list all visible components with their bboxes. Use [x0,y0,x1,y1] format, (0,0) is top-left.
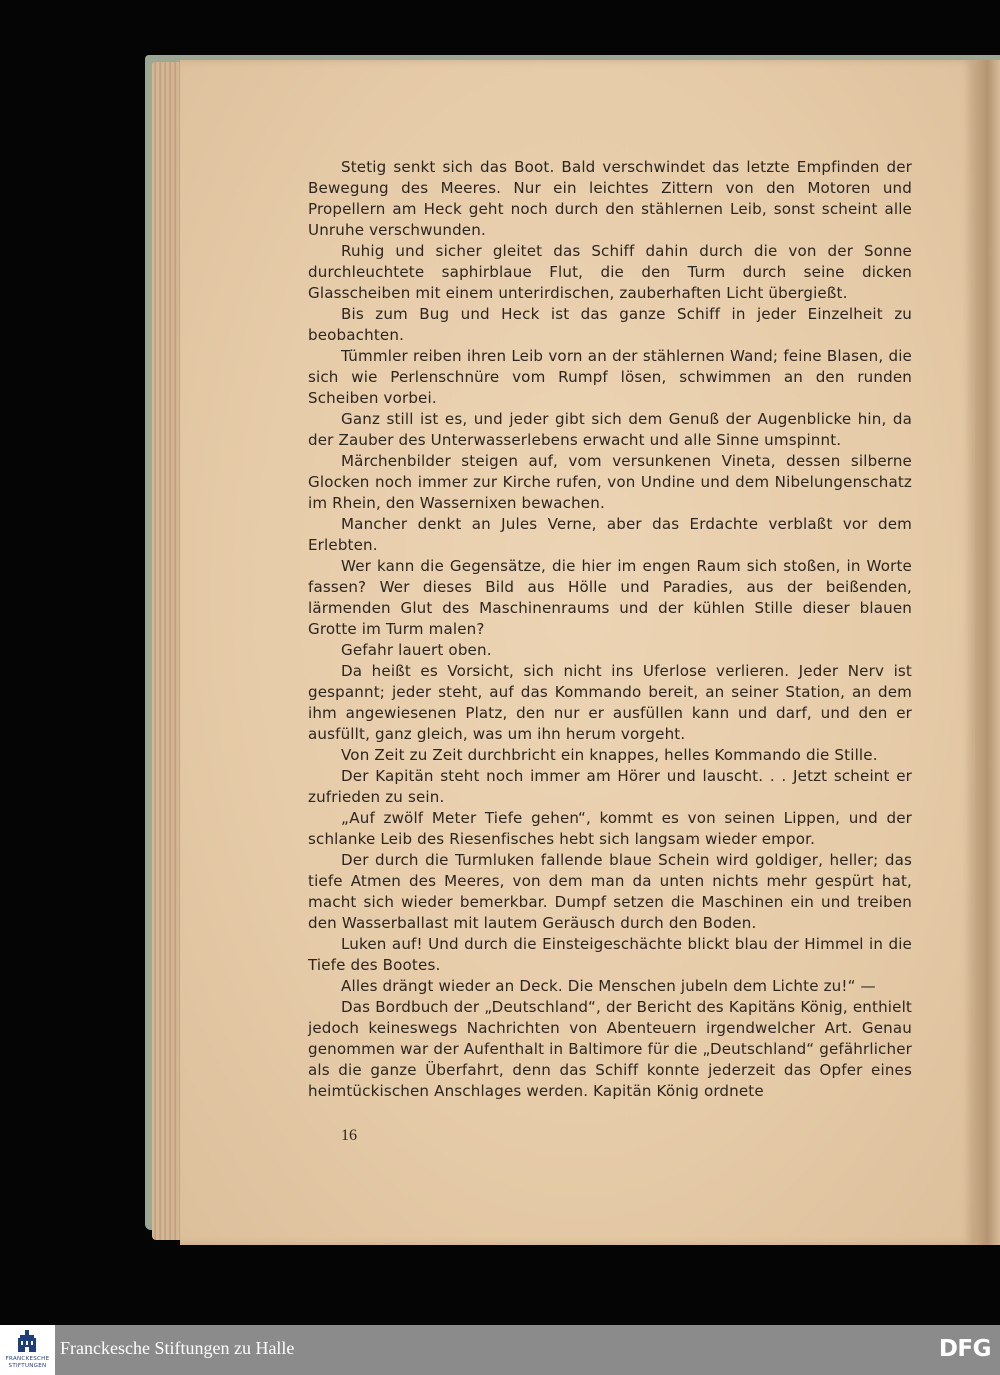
paragraph: Märchenbilder steigen auf, vom versunkenen Vineta, dessen silberne Glocken noch immer zur Kirche rufen, von Undine und dem Nibelungenschatz im Rhein, den Wassernixen bewachen. [308,452,912,512]
paragraph: Der durch die Turmluken fallende blaue Schein wird goldiger, heller; das tiefe Atmen des Meeres, von dem man da unten nichts mehr gespürt hat, macht sich wieder bemerkbar. Dumpf setzen die Maschinen ein und treiben den Wasserballast mit lautem Geräusch durch den Boden. [308,851,912,932]
paragraph: Ruhig und sicher gleitet das Schiff dahin durch die von der Sonne durchleuchtete saphirblaue Flut, die den Turm durch seine dicken Glasscheiben mit einem unterirdischen, zauberhaften Licht übergießt. [308,242,912,302]
paragraph: Alles drängt wieder an Deck. Die Menschen jubeln dem Lichte zu!“ — [341,977,876,995]
paragraph: Stetig senkt sich das Boot. Bald verschwindet das letzte Empfinden der Bewegung des Meeres. Nur ein leichtes Zittern von den Motoren und Propellern am Heck geht noch durch den stählernen Leib, sonst scheint alle Unruhe verschwunden. [308,158,912,239]
viewer-footer [0,1325,1000,1375]
paragraph: Mancher denkt an Jules Verne, aber das Erdachte verblaßt vor dem Erlebten. [308,515,912,554]
dfg-logo[interactable]: DFG [938,1336,991,1362]
paragraph: Tümmler reiben ihren Leib vorn an der stählernen Wand; feine Blasen, die sich wie Perlenschnüre vom Rumpf lösen, schwimmen an den runden Scheiben vorbei. [308,347,912,407]
building-icon [17,1330,37,1354]
paragraph: Wer kann die Gegensätze, die hier im engen Raum sich stoßen, in Worte fassen? Wer dieses Bild aus Hölle und Paradies, aus der beißenden, lärmenden Glut des Maschinenraums und der kühlen Stille dieser blauen Grotte im Turm malen? [308,557,912,638]
logo-text-line: FRANCKESCHE [5,1356,50,1362]
page-number: 16 [341,1127,357,1144]
paragraph: Da heißt es Vorsicht, sich nicht ins Uferlose verlieren. Jeder Nerv ist gespannt; jeder steht, auf das Kommando bereit, an seiner Station, an dem ihm angewiesenen Platz, den nur er ausfüllen kann und darf, und den er ausfüllt, ganz gleich, was um ihn herum vorgeht. [308,662,912,743]
logo-caption [0,1356,55,1369]
paragraph: Das Bordbuch der „Deutschland“, der Bericht des Kapitäns König, enthielt jedoch keineswegs Nachrichten von Abenteuern irgendwelcher Art. Genau genommen war der Aufenthalt in Baltimore für die „Deutschland“ gefährlicher als die ganze Überfahrt, denn das Schiff konnte jederzeit das Opfer eines heimtückischen Anschlages werden. Kapitän König ordnete [308,998,912,1100]
franckesche-logo[interactable] [0,1325,55,1375]
paragraph: Gefahr lauert oben. [341,641,492,659]
institution-title: Franckesche Stiftungen zu Halle [60,1338,295,1358]
logo-text-line: STIFTUNGEN [8,1362,47,1369]
paragraph: Von Zeit zu Zeit durchbricht ein knappes, helles Kommando die Stille. [341,746,878,764]
paragraph: Der Kapitän steht noch immer am Hörer und lauscht. . . Jetzt scheint er zufrieden zu sein. [308,767,912,806]
paragraph: Luken auf! Und durch die Einsteigeschächte blickt blau der Himmel in die Tiefe des Bootes. [308,935,912,974]
paragraph: Bis zum Bug und Heck ist das ganze Schiff in jeder Einzelheit zu beobachten. [308,305,912,344]
book-gutter [975,60,1000,1245]
page-text [308,157,912,1102]
paragraph: Ganz still ist es, und jeder gibt sich dem Genuß der Augenblicke hin, da der Zauber des Unterwasserlebens erwacht und alle Sinne umspinnt. [308,410,912,449]
paragraph: „Auf zwölf Meter Tiefe gehen“, kommt es von seinen Lippen, und der schlanke Leib des Riesenfisches hebt sich langsam wieder empor. [308,809,912,848]
